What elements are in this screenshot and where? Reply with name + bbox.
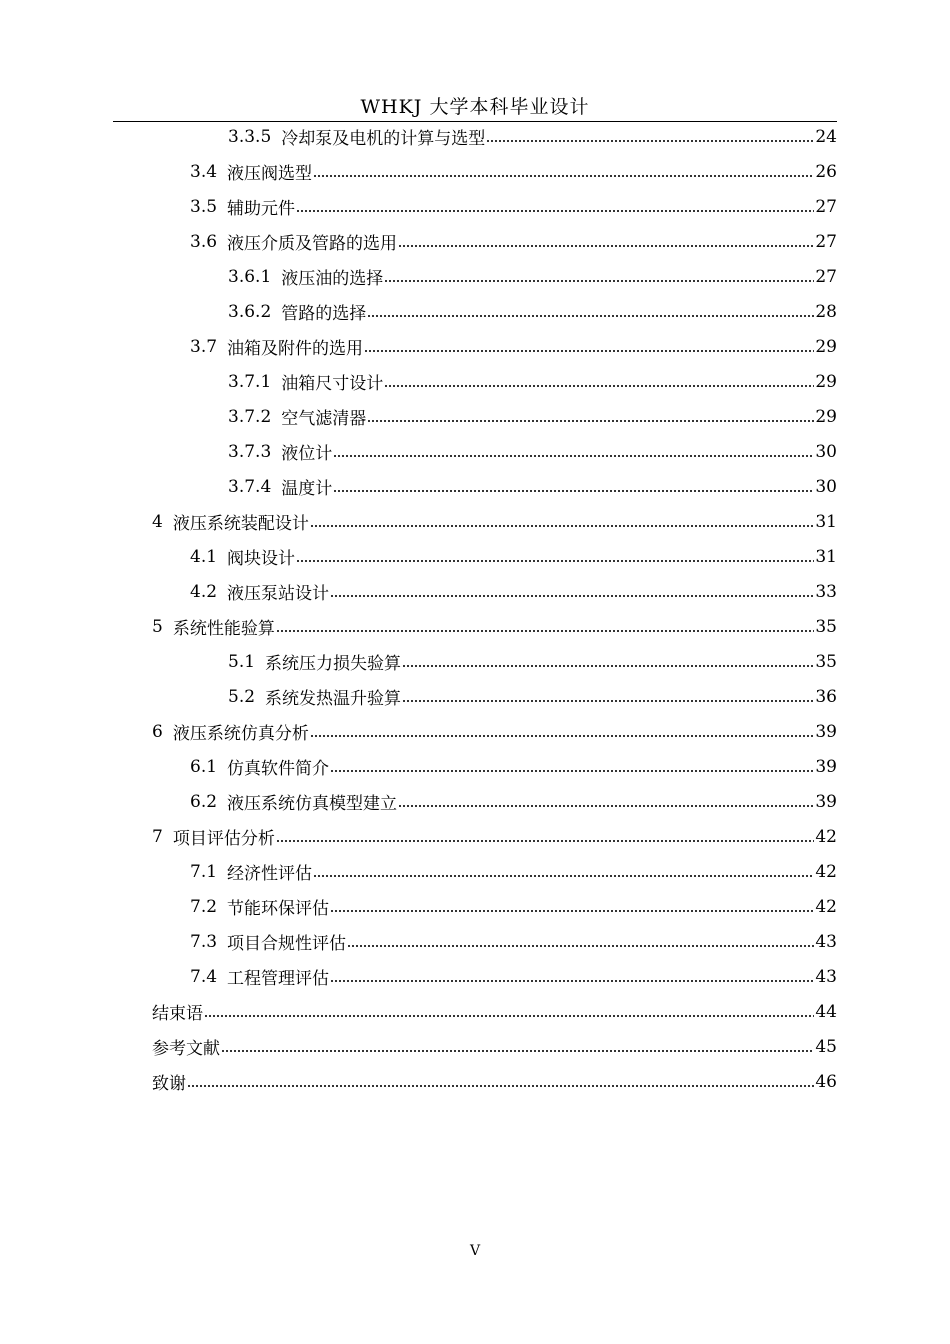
- toc-entry-number: 3.4: [190, 161, 218, 182]
- toc-entry-number: 5.2: [228, 686, 256, 707]
- toc-dot-leader: [333, 481, 814, 493]
- toc-entry-title: 致谢: [152, 1074, 186, 1094]
- toc-entry-title: 经济性评估: [227, 864, 313, 884]
- toc-entry[interactable]: [152, 1029, 837, 1064]
- toc-entry[interactable]: [190, 189, 837, 224]
- toc-entry[interactable]: [190, 539, 837, 574]
- toc-entry[interactable]: [190, 854, 837, 889]
- toc-entry-number: 3.7.1: [228, 371, 272, 392]
- toc-entry-page: 30: [815, 476, 837, 497]
- toc-entry[interactable]: [152, 609, 837, 644]
- toc-dot-leader: [296, 551, 814, 563]
- toc-entry[interactable]: [190, 224, 837, 259]
- toc-entry-title: 液压泵站设计: [227, 584, 330, 604]
- toc-entry-number: 5: [152, 616, 163, 637]
- toc-entry-number: 3.6.1: [228, 266, 272, 287]
- toc-dot-leader: [330, 971, 814, 983]
- toc-entry-number: 3.7.3: [228, 441, 272, 462]
- toc-entry[interactable]: [228, 259, 837, 294]
- toc-entry-title: 辅助元件: [227, 199, 296, 219]
- toc-entry[interactable]: [228, 469, 837, 504]
- toc-entry-page: 28: [815, 301, 837, 322]
- toc-dot-leader: [333, 446, 814, 458]
- toc-entry-page: 27: [815, 196, 837, 217]
- toc-entry-title: 系统压力损失验算: [265, 654, 402, 674]
- toc-entry-page: 27: [815, 266, 837, 287]
- toc-entry[interactable]: [190, 329, 837, 364]
- toc-entry-page: 42: [815, 896, 837, 917]
- toc-entry-title: 冷却泵及电机的计算与选型: [281, 129, 486, 149]
- toc-entry[interactable]: [152, 1064, 837, 1099]
- toc-dot-leader: [313, 866, 814, 878]
- toc-entry-title: 液压系统仿真分析: [172, 724, 309, 744]
- toc-entry-title: 液压系统装配设计: [172, 514, 309, 534]
- toc-entry[interactable]: [152, 714, 837, 749]
- toc-entry-page: 39: [815, 756, 837, 777]
- toc-entry-title: 系统性能验算: [172, 619, 275, 639]
- toc-entry-title: 项目评估分析: [172, 829, 275, 849]
- toc-entry[interactable]: [190, 574, 837, 609]
- toc-dot-leader: [204, 1006, 814, 1018]
- toc-entry-number: 7.3: [190, 931, 218, 952]
- toc-entry-number: 3.7: [190, 336, 218, 357]
- toc-entry-title: 液压阀选型: [227, 164, 313, 184]
- toc-dot-leader: [364, 341, 814, 353]
- toc-entry-page: 46: [815, 1071, 837, 1092]
- page-number: V: [469, 1243, 481, 1259]
- toc-entry-page: 35: [815, 616, 837, 637]
- toc-dot-leader: [330, 586, 814, 598]
- toc-entry[interactable]: [228, 644, 837, 679]
- toc-entry-title: 参考文献: [152, 1039, 220, 1059]
- toc-dot-leader: [310, 726, 815, 738]
- toc-entry[interactable]: [190, 924, 837, 959]
- toc-dot-leader: [347, 936, 814, 948]
- toc-entry-page: 45: [815, 1036, 837, 1057]
- toc-entry-page: 27: [815, 231, 837, 252]
- toc-entry-page: 39: [815, 791, 837, 812]
- toc-entry[interactable]: [228, 399, 837, 434]
- toc-dot-leader: [398, 236, 814, 248]
- toc-entry[interactable]: [152, 819, 837, 854]
- toc-entry-page: 43: [815, 931, 837, 952]
- toc-entry[interactable]: [228, 364, 837, 399]
- toc-dot-leader: [187, 1076, 814, 1088]
- toc-entry-page: 29: [815, 371, 837, 392]
- toc-entry[interactable]: [190, 889, 837, 924]
- toc-entry[interactable]: [228, 679, 837, 714]
- toc-dot-leader: [367, 411, 814, 423]
- toc-entry-number: 4: [152, 511, 163, 532]
- toc-entry-page: 35: [815, 651, 837, 672]
- toc-entry[interactable]: [190, 959, 837, 994]
- toc-entry-page: 33: [815, 581, 837, 602]
- toc-entry[interactable]: [228, 119, 837, 154]
- toc-dot-leader: [330, 901, 814, 913]
- toc-dot-leader: [402, 691, 814, 703]
- toc-entry-title: 管路的选择: [281, 304, 367, 324]
- toc-entry-page: 29: [815, 406, 837, 427]
- toc-dot-leader: [398, 796, 814, 808]
- toc-entry-number: 4.1: [190, 546, 218, 567]
- toc-entry-number: 7.2: [190, 896, 218, 917]
- toc-entry[interactable]: [190, 784, 837, 819]
- toc-entry-number: 7.4: [190, 966, 218, 987]
- toc-entry-page: 39: [815, 721, 837, 742]
- toc-entry-title: 油箱及附件的选用: [227, 339, 364, 359]
- toc-entry[interactable]: [152, 994, 837, 1029]
- toc-entry-page: 31: [815, 511, 837, 532]
- toc-entry-title: 阀块设计: [227, 549, 296, 569]
- toc-dot-leader: [221, 1041, 814, 1053]
- toc-entry-page: 42: [815, 861, 837, 882]
- toc-entry-page: 43: [815, 966, 837, 987]
- toc-entry-title: 液位计: [281, 444, 333, 464]
- toc-entry-page: 29: [815, 336, 837, 357]
- toc-entry-number: 3.7.2: [228, 406, 272, 427]
- toc-dot-leader: [384, 376, 814, 388]
- toc-entry-title: 液压系统仿真模型建立: [227, 794, 398, 814]
- toc-entry-title: 结束语: [152, 1004, 203, 1024]
- toc-entry-number: 3.6.2: [228, 301, 272, 322]
- toc-entry-page: 26: [815, 161, 837, 182]
- toc-dot-leader: [330, 761, 814, 773]
- toc-entry-title: 仿真软件简介: [227, 759, 330, 779]
- toc-entry-title: 温度计: [281, 479, 333, 499]
- toc-entry-page: 31: [815, 546, 837, 567]
- toc-dot-leader: [296, 201, 814, 213]
- toc-entry-number: 6.1: [190, 756, 218, 777]
- toc-entry-number: 3.6: [190, 231, 218, 252]
- toc-dot-leader: [276, 831, 815, 843]
- toc-entry-title: 工程管理评估: [227, 969, 330, 989]
- toc-entry-number: 7.1: [190, 861, 218, 882]
- toc-entry-title: 节能环保评估: [227, 899, 330, 919]
- toc-entry-number: 6.2: [190, 791, 218, 812]
- toc-entry-page: 36: [815, 686, 837, 707]
- toc-entry-number: 4.2: [190, 581, 218, 602]
- toc-dot-leader: [402, 656, 814, 668]
- toc-entry-number: 3.5: [190, 196, 218, 217]
- toc-entry-page: 24: [815, 126, 837, 147]
- toc-entry[interactable]: [152, 504, 837, 539]
- toc-dot-leader: [276, 621, 815, 633]
- toc-entry-title: 空气滤清器: [281, 409, 367, 429]
- toc-dot-leader: [384, 271, 814, 283]
- toc-dot-leader: [486, 131, 814, 143]
- toc-entry[interactable]: [190, 749, 837, 784]
- toc-dot-leader: [367, 306, 814, 318]
- toc-dot-leader: [313, 166, 814, 178]
- toc-entry-page: 42: [815, 826, 837, 847]
- toc-entry[interactable]: [190, 154, 837, 189]
- toc-dot-leader: [310, 516, 815, 528]
- toc-entry-title: 液压介质及管路的选用: [227, 234, 398, 254]
- toc-entry-page: 44: [815, 1001, 837, 1022]
- toc-entry-title: 项目合规性评估: [227, 934, 347, 954]
- toc-entry[interactable]: [228, 434, 837, 469]
- toc-entry-page: 30: [815, 441, 837, 462]
- toc-entry-title: 液压油的选择: [281, 269, 384, 289]
- toc-entry-number: 6: [152, 721, 163, 742]
- toc-entry-number: 3.3.5: [228, 126, 272, 147]
- toc-entry-title: 系统发热温升验算: [265, 689, 402, 709]
- page-header: WHKJ 大学本科毕业设计: [360, 96, 590, 118]
- toc-entry-number: 5.1: [228, 651, 256, 672]
- toc-entry-number: 3.7.4: [228, 476, 272, 497]
- toc-entry-number: 7: [152, 826, 163, 847]
- toc-entry-title: 油箱尺寸设计: [281, 374, 384, 394]
- toc-entry[interactable]: [228, 294, 837, 329]
